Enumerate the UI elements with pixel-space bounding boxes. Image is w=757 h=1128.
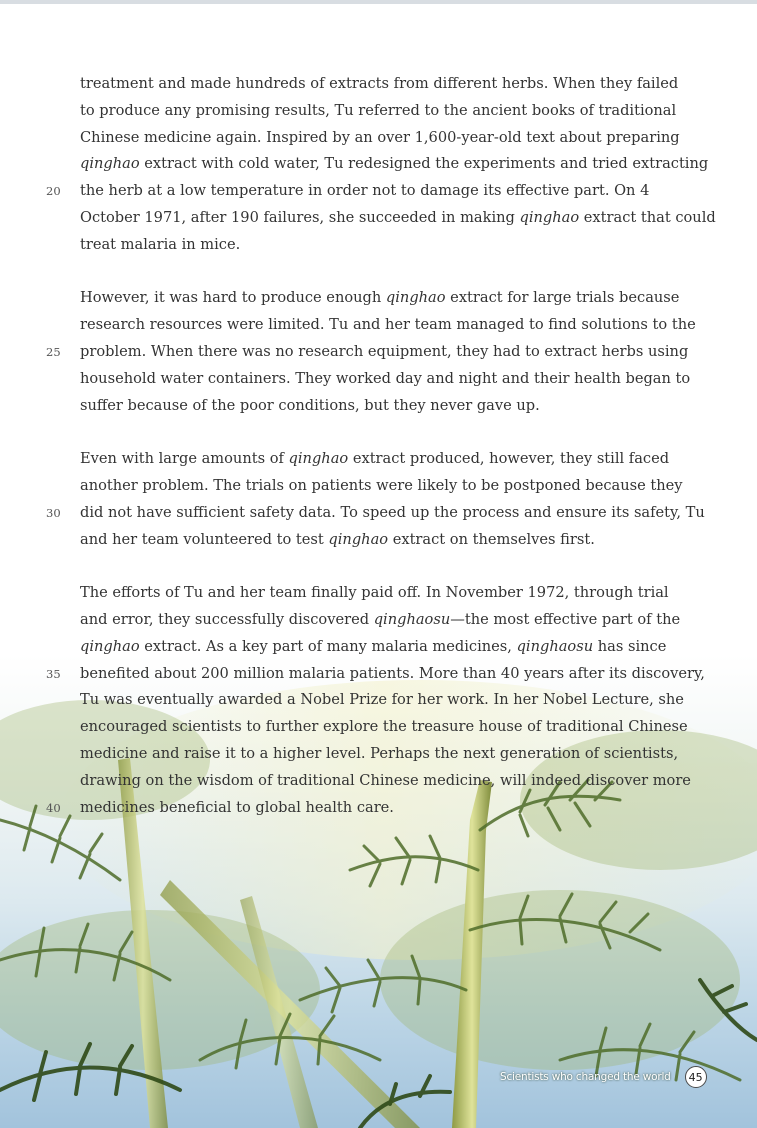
italic-term: qinghao — [328, 530, 389, 548]
text-line — [80, 393, 655, 420]
italic-term: qinghao — [519, 208, 580, 226]
text-line — [80, 151, 709, 178]
page-top-edge — [0, 0, 757, 4]
page-number: 45 — [685, 1066, 707, 1088]
text-segment: another problem. The trials on patients were likely to be postponed because they — [80, 476, 683, 494]
text-line — [80, 98, 677, 125]
italic-term: qinghao — [288, 450, 349, 468]
text-line — [80, 768, 691, 795]
text-segment: October 1971, after 190 failures, she succeeded in making — [80, 208, 520, 226]
text-line — [80, 366, 691, 393]
text-segment: problem. When there was no research equipment, they had to extract herbs using — [80, 342, 689, 360]
article-body — [46, 71, 716, 848]
text-line — [80, 446, 670, 473]
text-segment: did not have sufficient safety data. To speed up the process and ensure its safety, Tu — [80, 503, 705, 521]
text-line — [80, 714, 688, 741]
text-segment: Even with large amounts of — [80, 450, 289, 468]
paragraph — [46, 580, 705, 821]
line-number: 30 — [46, 505, 61, 520]
text-segment: extract that could — [579, 208, 716, 226]
footer-title: Scientists who changed the world — [500, 1071, 671, 1083]
text-segment: household water containers. They worked day and night and their health began to — [80, 369, 691, 387]
text-line — [80, 634, 667, 661]
text-segment: extract produced, however, they still faced — [348, 450, 670, 468]
line-number: 20 — [46, 184, 61, 199]
text-segment: extract with cold water, Tu redesigned the experiments and tried extracting — [139, 155, 709, 173]
text-segment: However, it was hard to produce enough — [80, 289, 386, 307]
text-line — [46, 178, 655, 205]
text-segment: extract for large trials because — [445, 289, 680, 307]
text-line — [46, 500, 705, 527]
text-segment: treat malaria in mice. — [80, 235, 241, 253]
italic-term: qinghao — [80, 637, 140, 655]
italic-term: qinghao — [385, 289, 446, 307]
text-segment: medicines beneficial to global health care. — [80, 798, 394, 816]
text-line — [80, 607, 681, 634]
text-segment: extract. As a key part of many malaria medicines, — [139, 637, 517, 655]
text-segment: encouraged scientists to further explore the treasure house of traditional Chinese — [80, 718, 688, 736]
text-segment: Chinese medicine again. Inspired by an over 1,600-year-old text about preparing — [80, 128, 680, 146]
text-segment: research resources were limited. Tu and her team managed to find solutions to the — [80, 316, 696, 334]
text-line — [80, 232, 655, 259]
text-segment: drawing on the wisdom of traditional Chinese medicine, will indeed discover more — [80, 771, 691, 789]
text-segment: extract on themselves first. — [388, 530, 595, 548]
text-segment: The efforts of Tu and her team finally paid off. In November 1972, through trial — [80, 584, 669, 602]
text-line — [80, 285, 680, 312]
text-line — [80, 527, 655, 554]
text-segment: and error, they successfully discovered — [80, 610, 374, 628]
text-line — [80, 205, 716, 232]
text-line — [80, 125, 680, 152]
italic-term: qinghaosu — [516, 637, 594, 655]
line-number: 35 — [46, 666, 61, 681]
text-line — [80, 71, 679, 98]
italic-term: qinghaosu — [373, 610, 451, 628]
line-number: 40 — [46, 800, 61, 815]
text-segment: benefited about 200 million malaria patients. More than 40 years after its discovery, — [80, 664, 705, 682]
text-segment: Tu was eventually awarded a Nobel Prize for her work. In her Nobel Lecture, she — [80, 691, 684, 709]
paragraph — [46, 71, 716, 259]
text-line — [80, 473, 683, 500]
text-segment: has since — [593, 637, 667, 655]
paragraph — [46, 446, 705, 553]
text-segment: suffer because of the poor conditions, but they never gave up. — [80, 396, 540, 414]
paragraph — [46, 285, 696, 419]
text-segment: and her team volunteered to test — [80, 530, 329, 548]
page-footer — [500, 1066, 707, 1088]
text-line — [46, 795, 655, 822]
text-line — [80, 312, 696, 339]
text-line — [46, 339, 689, 366]
text-segment: —the most effective part of the — [450, 610, 681, 628]
text-segment: treatment and made hundreds of extracts from different herbs. When they failed — [80, 75, 679, 92]
text-line — [46, 661, 705, 688]
text-segment: medicine and raise it to a higher level. Perhaps the next generation of scientists, — [80, 744, 679, 762]
text-segment: to produce any promising results, Tu referred to the ancient books of traditional — [80, 101, 677, 119]
text-line — [80, 687, 684, 714]
line-number: 25 — [46, 344, 61, 359]
text-segment: the herb at a low temperature in order not to damage its effective part. On 4 — [80, 182, 650, 200]
text-line — [80, 741, 679, 768]
text-line — [80, 580, 669, 607]
italic-term: qinghao — [80, 155, 140, 173]
